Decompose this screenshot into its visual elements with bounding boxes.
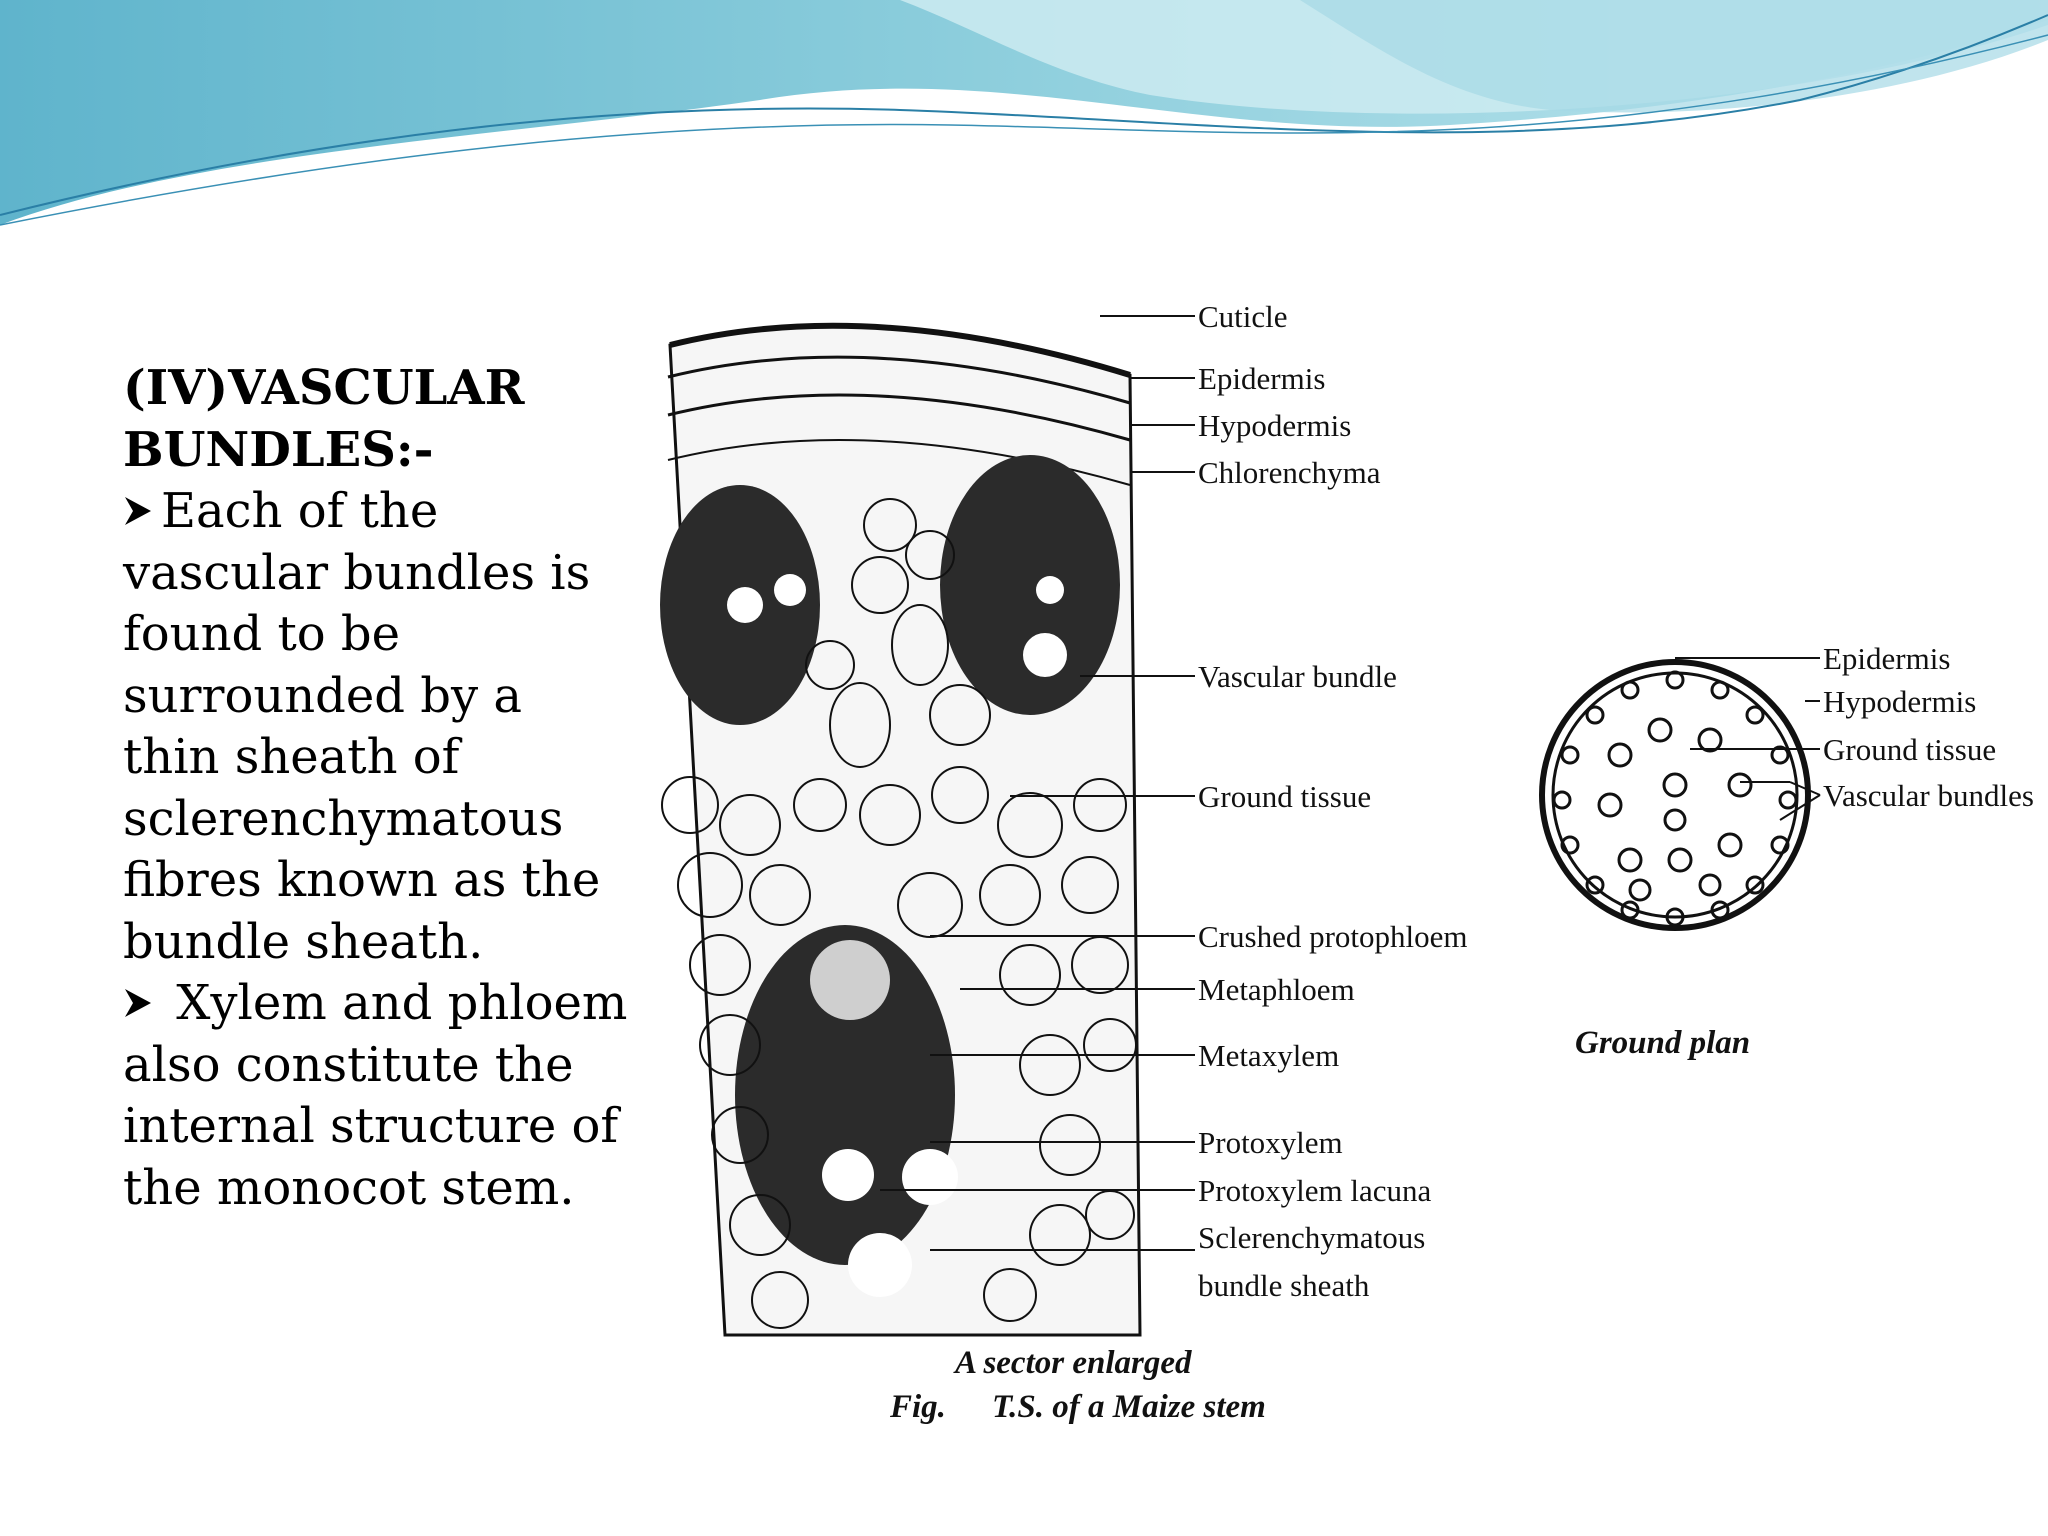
ground-plan-drawing	[1542, 662, 1808, 928]
plan-label-hypodermis: Hypodermis	[1823, 684, 1977, 719]
figure-prefix: Fig.	[890, 1389, 946, 1425]
label-metaphloem: Metaphloem	[1198, 972, 1355, 1007]
figure-title: T.S. of a Maize stem	[992, 1389, 1266, 1425]
plan-label-ground-tissue: Ground tissue	[1823, 732, 1997, 767]
label-vascular-bundle: Vascular bundle	[1198, 659, 1397, 694]
sector-labels	[1198, 299, 1468, 1303]
label-hypodermis: Hypodermis	[1198, 408, 1352, 443]
arrow-bullet-icon	[123, 481, 161, 543]
label-protoxylem-lacuna: Protoxylem lacuna	[1198, 1173, 1432, 1208]
slide-text	[123, 358, 628, 1219]
bullet-text: Xylem and phloem also constitute the internal structure of the monocot stem.	[123, 975, 628, 1216]
heading-line-1: (IV)VASCULAR	[123, 360, 525, 416]
label-metaxylem: Metaxylem	[1198, 1038, 1340, 1073]
label-bundle-sheath: bundle sheath	[1198, 1268, 1370, 1303]
bullet-item	[123, 481, 628, 973]
heading-line-2: BUNDLES:-	[123, 421, 434, 478]
label-ground-tissue: Ground tissue	[1198, 779, 1372, 814]
slide-heading	[123, 358, 628, 481]
sector-caption: A sector enlarged	[955, 1345, 1192, 1381]
bullet-text: Each of the vascular bundles is found to be surrounded by a thin sheath of sclerenchymatous fibres known as the bundle sheath.	[123, 483, 601, 970]
plan-labels	[1823, 641, 2034, 813]
label-sclerenchymatous: Sclerenchymatous	[1198, 1220, 1426, 1255]
label-protoxylem: Protoxylem	[1198, 1125, 1343, 1160]
label-epidermis: Epidermis	[1198, 361, 1326, 396]
plan-label-vascular-bundles: Vascular bundles	[1823, 778, 2034, 813]
label-chlorenchyma: Chlorenchyma	[1198, 455, 1381, 490]
bullet-item	[123, 973, 628, 1219]
label-cuticle: Cuticle	[1198, 299, 1288, 334]
arrow-bullet-icon	[123, 973, 161, 1035]
header-wave-banner	[0, 0, 2048, 240]
label-crushed-protophloem: Crushed protophloem	[1198, 919, 1468, 954]
plan-label-epidermis: Epidermis	[1823, 641, 1951, 676]
plan-caption: Ground plan	[1575, 1025, 1751, 1061]
maize-stem-figure	[630, 285, 2034, 1467]
sector-drawing	[660, 326, 1140, 1335]
